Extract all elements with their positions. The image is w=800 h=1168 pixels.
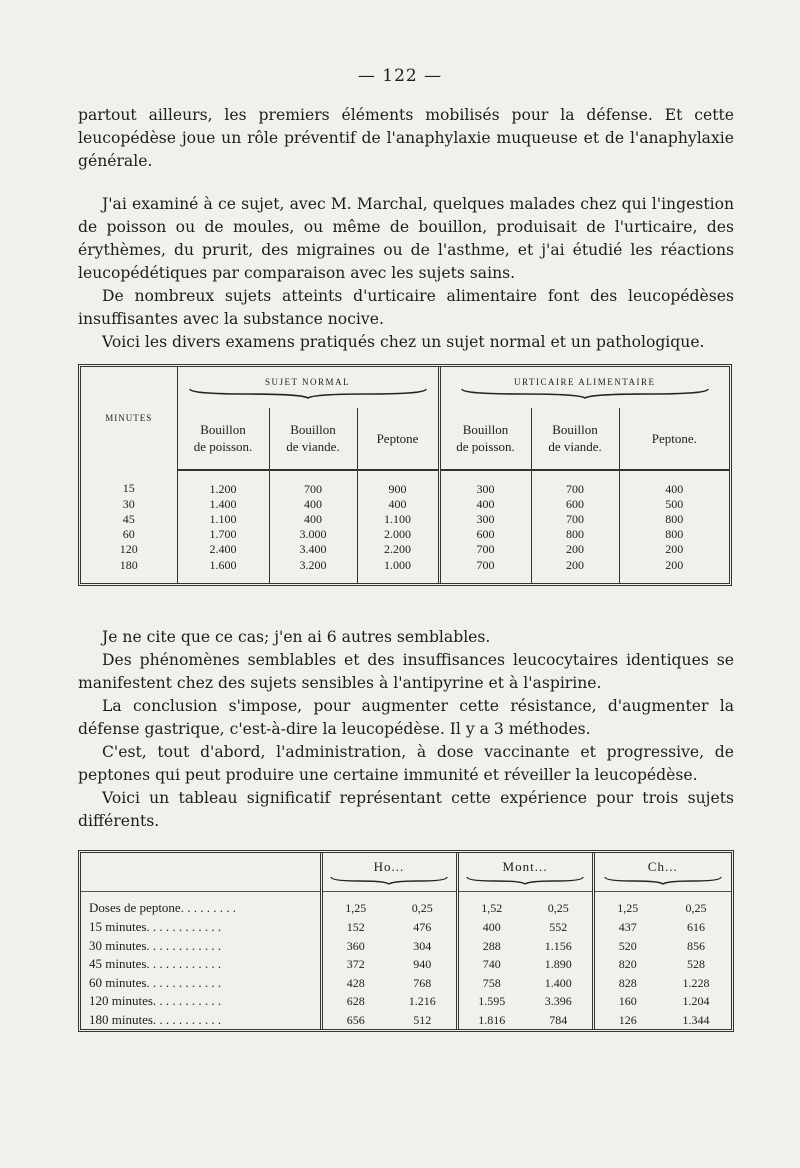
value-cell: 1.216 [389,992,457,1010]
value-cell: 200 [531,542,619,557]
value-cell: 200 [665,558,684,573]
value-cell: 1.700 [177,527,269,542]
value-cell: 1.344 [682,1012,710,1027]
column-header: Bouillon de viande. [269,408,357,470]
value-cell: 428 [346,975,365,990]
value-cell: 1.000 [357,557,439,583]
value-cell: 1.595 [478,994,506,1009]
table-row [81,918,731,936]
value-cell: 784 [525,1011,593,1029]
value-cell: 758 [482,975,501,990]
paragraph: Des phénomènes semblables et des insuffisances leucocytaires identiques se manifestent chez des sujets sensibles à l'antipyrine et à l'aspirine. [78,651,734,692]
value-cell: 1.200 [177,470,269,497]
value-cell: 1.100 [177,512,269,527]
column-header: Peptone [357,408,439,470]
value-cell: 0,25 [685,901,707,916]
minutes-cell: 180 [81,557,177,583]
table-row [81,992,731,1010]
table-row [81,512,729,527]
table-row [81,557,729,583]
row-label: 120 minutes. . . . . . . . . . . [81,992,321,1010]
value-cell: 126 [618,1012,637,1027]
brace-icon [329,875,449,885]
group-label: SUJET NORMAL [264,376,351,387]
brace-icon [188,387,428,399]
column-header: Bouillon de poisson. [439,408,531,470]
value-cell: 304 [389,937,457,955]
row-label: 15 minutes. . . . . . . . . . . . [81,918,321,936]
value-cell: 1.816 [478,1012,506,1027]
value-cell: 520 [618,938,637,953]
value-cell: 700 [531,470,619,497]
column-header: Bouillon de viande. [531,408,619,470]
value-cell: 3.200 [269,557,357,583]
minutes-cell: 60 [81,527,177,542]
minutes-cell: 15 [81,470,177,497]
group-label: URTICAIRE ALIMENTAIRE [514,376,656,387]
row-label: 45 minutes. . . . . . . . . . . . [81,955,321,973]
value-cell: 1.890 [525,955,593,973]
value-cell: 400 [269,512,357,527]
value-cell: 1.400 [177,497,269,512]
table-row [81,470,729,497]
minutes-cell: 30 [81,497,177,512]
value-cell: 200 [665,542,684,557]
subject-header: Mont... [457,853,593,892]
table-row [81,542,729,557]
value-cell: 400 [357,497,439,512]
value-cell: 768 [389,974,457,992]
value-cell: 300 [439,512,531,527]
value-cell: 160 [618,994,637,1009]
value-cell: 528 [687,957,705,972]
value-cell: 552 [525,918,593,936]
paragraph: Voici les divers examens pratiqués chez un sujet normal et un pathologique. [102,333,705,351]
table-row [81,892,731,919]
value-cell: 2.200 [357,542,439,557]
value-cell: 700 [269,470,357,497]
value-cell: 800 [665,512,684,527]
value-cell: 2.000 [357,527,439,542]
subject-header: Ho... [321,853,457,892]
row-label: 180 minutes. . . . . . . . . . . [81,1011,321,1029]
value-cell: 1.100 [357,512,439,527]
value-cell: 300 [439,470,531,497]
value-cell: 1.204 [682,994,710,1009]
value-cell: 400 [269,497,357,512]
row-label: 60 minutes. . . . . . . . . . . . [81,974,321,992]
value-cell: 0,25 [525,892,593,919]
value-cell: 200 [531,557,619,583]
value-cell: 700 [439,557,531,583]
value-cell: 856 [687,938,705,953]
paragraph: J'ai examiné à ce sujet, avec M. Marchal, quelques malades chez qui l'ingestion de poisson ou de moules, ou même de bouillon, produisait de l'urticaire, des érythèmes, du prurit, des migraines ou de l'asthme, et j'ai étudié les réactions leucopédétiques par comparaison avec les sujets sains. [78,195,734,282]
value-cell: 372 [346,957,365,972]
value-cell: 1.156 [525,937,593,955]
value-cell: 800 [531,527,619,542]
value-cell: 940 [389,955,457,973]
value-cell: 1.600 [177,557,269,583]
value-cell: 3.400 [269,542,357,557]
subject-header: Ch... [593,853,731,892]
column-header: Bouillon de poisson. [177,408,269,470]
value-cell: 820 [618,957,637,972]
table-row [81,527,729,542]
label-header [81,853,321,892]
value-cell: 600 [439,527,531,542]
brace-icon [460,387,710,399]
paragraph: Je ne cite que ce cas; j'en ai 6 autres semblables. [102,628,491,646]
group-header-normal [177,367,439,408]
minutes-cell: 120 [81,542,177,557]
paragraph: De nombreux sujets atteints d'urticaire alimentaire font des leucopédèses insuffisantes avec la substance nocive. [78,287,734,328]
value-cell: 0,25 [389,892,457,919]
value-cell: 437 [618,920,637,935]
table-row [81,974,731,992]
row-label: 30 minutes. . . . . . . . . . . . [81,937,321,955]
brace-icon [465,875,585,885]
brace-icon [603,875,723,885]
value-cell: 400 [665,481,684,496]
page-number: — 122 — [357,66,443,86]
value-cell: 1,52 [481,901,503,916]
value-cell: 628 [346,994,365,1009]
value-cell: 400 [482,920,501,935]
paragraph: C'est, tout d'abord, l'administration, à dose vaccinante et progressive, de peptones qui peut produire une certaine immunité et réveiller la leucopédèse. [78,743,734,784]
value-cell: 900 [357,470,439,497]
leucopedese-table [78,364,732,586]
value-cell: 656 [346,1012,365,1027]
value-cell: 1.228 [682,975,710,990]
paragraph: partout ailleurs, les premiers éléments mobilisés pour la défense. Et cette leucopédèse joue un rôle préventif de l'anaphylaxie muqueuse et de l'anaphylaxie générale. [78,106,734,170]
value-cell: 476 [389,918,457,936]
value-cell: 700 [439,542,531,557]
value-cell: 152 [346,920,365,935]
peptone-table [78,850,734,1032]
top-paragraphs [78,104,734,354]
paragraph: La conclusion s'impose, pour augmenter cette résistance, d'augmenter la défense gastrique, c'est-à-dire la leucopédèse. Il y a 3 méthodes. [78,697,734,738]
paragraph: Voici un tableau significatif représentant cette expérience pour trois sujets différents. [78,789,734,830]
value-cell: 700 [531,512,619,527]
value-cell: 600 [531,497,619,512]
value-cell: 2.400 [177,542,269,557]
value-cell: 500 [665,497,684,512]
minutes-cell: 45 [81,512,177,527]
mid-paragraphs [78,626,734,833]
value-cell: 616 [687,920,705,935]
value-cell: 1,25 [345,901,367,916]
value-cell: 288 [482,938,501,953]
group-header-urticaire [439,367,729,408]
value-cell: 1.400 [525,974,593,992]
value-cell: 400 [439,497,531,512]
value-cell: 512 [389,1011,457,1029]
value-cell: 3.000 [269,527,357,542]
value-cell: 1,25 [617,901,639,916]
column-header: Peptone. [619,408,729,470]
value-cell: 360 [346,938,365,953]
value-cell: 800 [665,527,684,542]
table-row [81,955,731,973]
row-label: Doses de peptone. . . . . . . . . [81,892,321,919]
value-cell: 828 [618,975,637,990]
table-row [81,937,731,955]
value-cell: 3.396 [525,992,593,1010]
value-cell: 740 [482,957,501,972]
minutes-header: MINUTES [81,367,177,470]
table-row [81,497,729,512]
table-row [81,1011,731,1029]
